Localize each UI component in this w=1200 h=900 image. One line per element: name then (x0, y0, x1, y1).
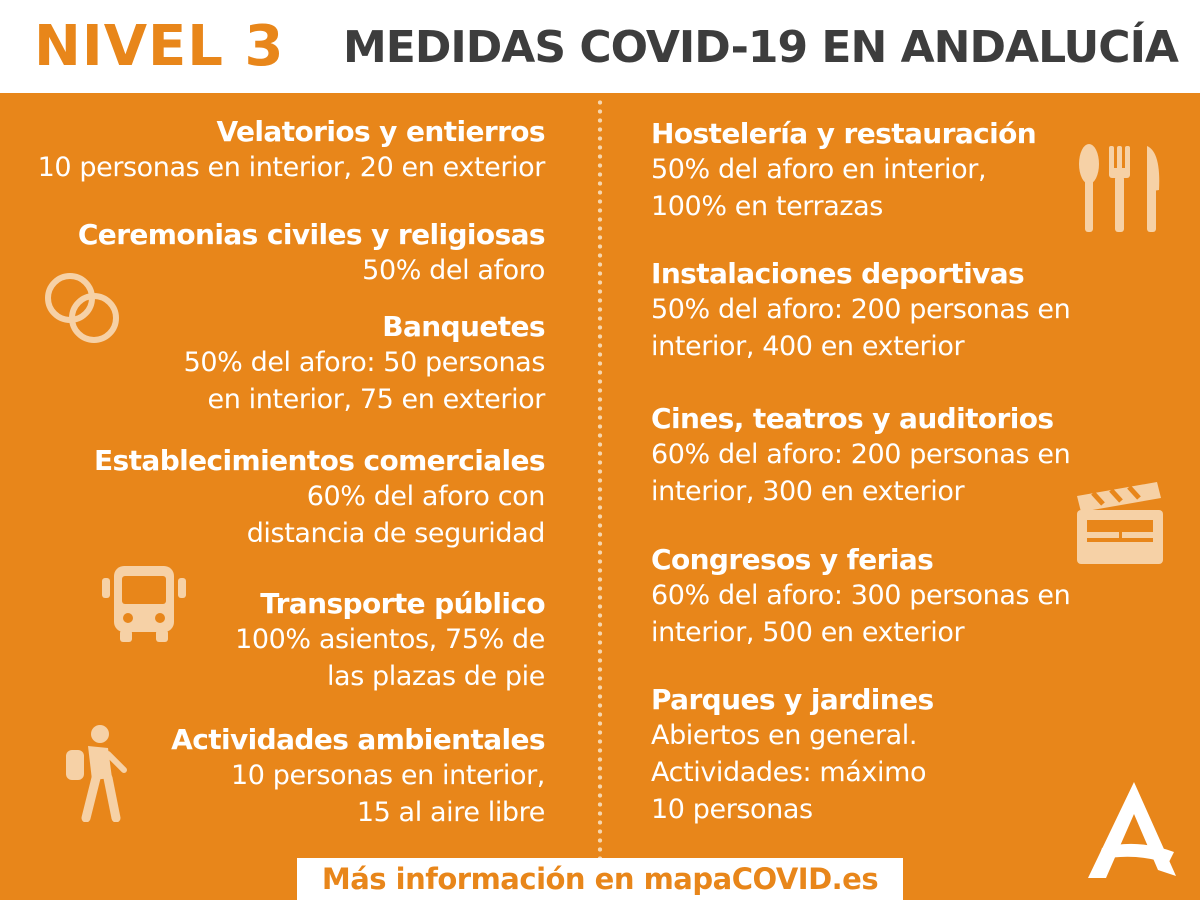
item-line: 100% asientos, 75% de (235, 624, 545, 655)
cutlery-icon (1075, 142, 1165, 234)
clapperboard-icon (1075, 480, 1165, 566)
item-line: 60% del aforo: 200 personas en (651, 439, 1071, 470)
item-heading: Ceremonias civiles y religiosas (77, 218, 545, 251)
footer-link-text: Más información en mapaCOVID.es (321, 862, 879, 896)
item-line: 50% del aforo (362, 255, 545, 286)
column-divider (597, 98, 603, 858)
item-heading: Establecimientos comerciales (94, 444, 545, 477)
page-title: MEDIDAS COVID-19 EN ANDALUCÍA (343, 22, 1178, 73)
item-description (78, 252, 545, 289)
item-actividades (171, 723, 545, 831)
item-line: 100% en terrazas (651, 191, 883, 222)
item-line: interior, 500 en exterior (651, 617, 965, 648)
item-instalaciones (651, 257, 1070, 365)
item-transporte (235, 587, 545, 695)
item-description (184, 344, 545, 418)
item-line: 50% del aforo: 200 personas en (651, 294, 1071, 325)
item-line: distancia de seguridad (246, 518, 545, 549)
item-heading: Velatorios y entierros (216, 115, 545, 148)
item-line: 60% del aforo: 300 personas en (651, 580, 1071, 611)
item-line: 10 personas (651, 794, 813, 825)
item-line: en interior, 75 en exterior (207, 384, 545, 415)
item-heading: Transporte público (260, 587, 545, 620)
item-heading: Instalaciones deportivas (651, 257, 1025, 290)
item-heading: Congresos y ferias (651, 543, 934, 576)
item-line: 10 personas en interior, (230, 760, 545, 791)
item-description (651, 436, 1070, 510)
item-description (171, 757, 545, 831)
item-line: las plazas de pie (326, 661, 545, 692)
item-line: Actividades: máximo (651, 757, 927, 788)
item-description (651, 291, 1070, 365)
item-description (651, 717, 934, 828)
item-heading: Cines, teatros y auditorios (651, 402, 1054, 435)
item-line: 60% del aforo con (306, 481, 545, 512)
item-line: interior, 400 en exterior (651, 331, 965, 362)
header-bar (0, 0, 1200, 93)
item-heading: Parques y jardines (651, 683, 934, 716)
item-heading: Actividades ambientales (171, 723, 545, 756)
item-hosteleria (651, 117, 1036, 225)
level-label: NIVEL 3 (34, 14, 285, 79)
item-congresos (651, 543, 1070, 651)
item-line: interior, 300 en exterior (651, 476, 965, 507)
footer-banner (297, 858, 903, 900)
item-description (235, 621, 545, 695)
item-velatorios (38, 115, 545, 186)
item-description (651, 577, 1070, 651)
item-description (38, 149, 545, 186)
item-parques (651, 683, 934, 828)
item-establecimientos (94, 444, 545, 552)
item-ceremonias (78, 218, 545, 289)
item-line: 15 al aire libre (356, 797, 545, 828)
hiker-icon (58, 722, 132, 822)
junta-andalucia-logo-icon (1080, 778, 1186, 882)
item-description (651, 151, 1036, 225)
item-banquetes (184, 310, 545, 418)
item-line: 10 personas en interior, 20 en exterior (37, 152, 545, 183)
item-line: Abiertos en general. (651, 720, 918, 751)
bus-icon (100, 560, 188, 648)
rings-icon (40, 268, 124, 348)
item-line: 50% del aforo: 50 personas (183, 347, 545, 378)
item-cines (651, 402, 1070, 510)
item-line: 50% del aforo en interior, (651, 154, 987, 185)
item-heading: Hostelería y restauración (651, 117, 1037, 150)
item-heading: Banquetes (382, 310, 545, 343)
item-description (94, 478, 545, 552)
